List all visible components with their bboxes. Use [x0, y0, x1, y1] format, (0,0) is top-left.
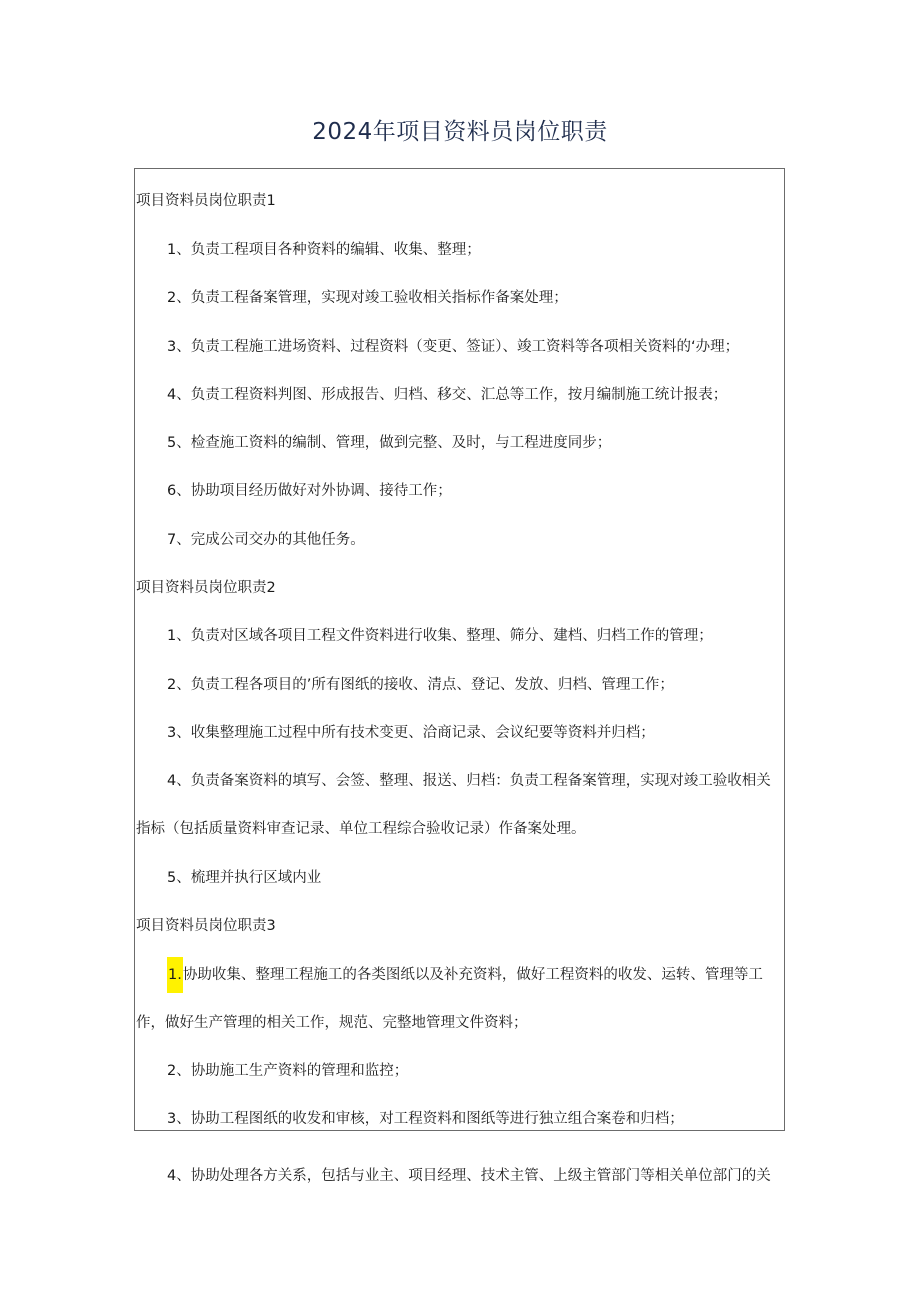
content-frame: [134, 168, 785, 1131]
duty-item: 1、负责工程项目各种资料的编辑、收集、整理；: [167, 242, 481, 258]
duty-item: 3、负责工程施工进场资料、过程资料（变更、签证）、竣工资料等各项相关资料的‘办理；: [167, 339, 740, 355]
section-heading-3: 项目资料员岗位职责3: [136, 918, 276, 934]
duty-item-text: 协助收集、整理工程施工的各类图纸以及补充资料，做好工程资料的收发、运转、管理等工: [182, 967, 763, 983]
duty-item: 2、负责工程各项目的’所有图纸的接收、清点、登记、发放、归档、管理工作；: [167, 677, 674, 693]
highlighted-number: 1.: [167, 957, 183, 993]
duty-item: 2、协助施工生产资料的管理和监控；: [167, 1063, 409, 1079]
document-title: 2024年项目资料员岗位职责: [312, 119, 608, 145]
section-heading-2: 项目资料员岗位职责2: [136, 580, 276, 596]
duty-item: 4、协助处理各方关系，包括与业主、项目经理、技术主管、上级主管部门等相关单位部门的关: [167, 1168, 771, 1184]
duty-item: 3、协助工程图纸的收发和审核，对工程资料和图纸等进行独立组合案卷和归档；: [167, 1111, 684, 1127]
section-heading-1: 项目资料员岗位职责1: [136, 193, 276, 209]
duty-item: 1、负责对区域各项目工程文件资料进行收集、整理、筛分、建档、归档工作的管理；: [167, 628, 713, 644]
duty-item: 5、梳理并执行区域内业: [167, 870, 322, 886]
duty-item-continued: 作，做好生产管理的相关工作，规范、完整地管理文件资料；: [136, 1015, 528, 1031]
duty-item: 4、负责工程资料判图、形成报告、归档、移交、汇总等工作，按月编制施工统计报表；: [167, 387, 728, 403]
duty-item: 2、负责工程备案管理，实现对竣工验收相关指标作备案处理；: [167, 290, 568, 306]
duty-item: 3、收集整理施工过程中所有技术变更、洽商记录、会议纪要等资料并归档；: [167, 725, 655, 741]
duty-item: 5、检查施工资料的编制、管理，做到完整、及时，与工程进度同步；: [167, 435, 612, 451]
duty-item: 7、完成公司交办的其他任务。: [167, 532, 365, 548]
duty-item-continued: 指标（包括质量资料审查记录、单位工程综合验收记录）作备案处理。: [136, 821, 586, 837]
duty-item: [167, 965, 763, 985]
duty-item: 6、协助项目经历做好对外协调、接待工作；: [167, 483, 452, 499]
duty-item: 4、负责备案资料的填写、会签、整理、报送、归档：负责工程备案管理，实现对竣工验收相关: [167, 773, 771, 789]
